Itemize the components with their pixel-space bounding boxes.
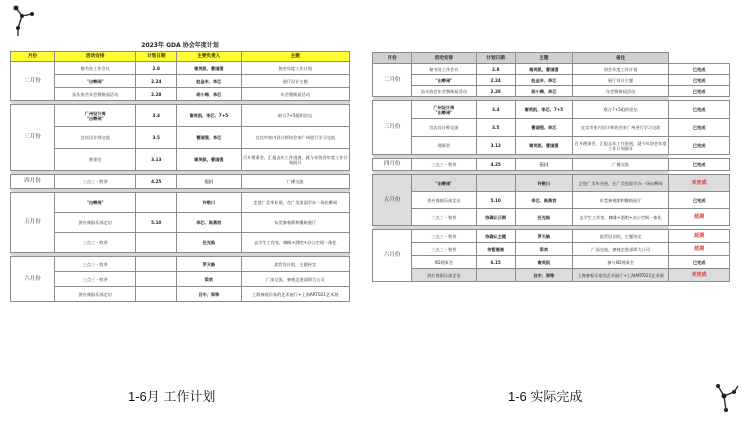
owner-cell: 谢英凯、曹国强 — [177, 149, 241, 171]
owner-cell: 谢英凯、曹国强 — [515, 137, 572, 155]
table-row — [373, 230, 730, 243]
owner-cell: 谢英凯、曹国强 — [177, 62, 241, 75]
date-cell — [136, 287, 177, 302]
table-row — [11, 88, 350, 101]
date-cell — [136, 272, 177, 287]
date-cell: 2.28 — [136, 88, 177, 101]
date-cell: 2.8 — [476, 64, 515, 75]
topic-cell: 去学生工作室，咖啡+酒吧+办公空间一体化 — [241, 233, 350, 253]
activity-cell: 宜宾设计师交流 — [55, 127, 136, 149]
month-cell: 六月份 — [373, 230, 412, 282]
table-row — [11, 287, 350, 302]
topic-cell: 召开理事会，汇报去年工作进展，就今年协会年度工作计划展开 — [572, 137, 668, 155]
owner-cell: 曹国强、李芯 — [515, 119, 572, 137]
header-date: 计划日期 — [136, 52, 177, 62]
topic-cell: 年会暨换届活动 — [572, 86, 668, 97]
date-cell: 4.25 — [136, 175, 177, 189]
table-row — [373, 256, 730, 269]
activity-cell: 三点三・牧茶 — [55, 233, 136, 253]
status-cell: 已完成 — [669, 101, 730, 119]
date-cell: 5.10 — [136, 213, 177, 233]
table-row — [11, 105, 350, 127]
topic-cell: 走进广美毕业展，在广美里面学办一场出嘢闹 — [241, 193, 350, 213]
header-owner: 主题 — [515, 53, 572, 64]
activity-cell: 供应商俱乐部走访 — [55, 213, 136, 233]
date-cell: 2.24 — [476, 75, 515, 86]
topic-cell: 广佛交流 — [241, 175, 350, 189]
caption-actual: 1-6 实际完成 — [508, 389, 583, 404]
activity-cell: 秘书处工作会议 — [412, 64, 476, 75]
activity-cell: 三点三・牧茶 — [412, 243, 476, 256]
activity-cell: 三点三・牧茶 — [55, 257, 136, 272]
status-cell: 已完成 — [669, 86, 730, 97]
table-row — [11, 193, 350, 213]
date-cell: 5.10 — [476, 192, 515, 209]
activity-cell: 秘书处工作会议 — [55, 62, 136, 75]
activity-cell: 理事会 — [55, 149, 136, 171]
topic-cell: 协会年度工作计划 — [572, 64, 668, 75]
status-cell: 已完成 — [669, 64, 730, 75]
activity-cell: 汕头协会年会暨换届活动 — [55, 88, 136, 101]
table-row — [373, 269, 730, 282]
activity-cell: "出嘢闹" — [412, 75, 476, 86]
plan-table — [10, 51, 350, 302]
plan-table-title: 2023年 GDA 协会年度计划 — [141, 42, 219, 49]
status-cell: 已完成 — [669, 159, 730, 171]
owner-cell: 胡小梅、李芯 — [177, 88, 241, 101]
topic-cell: 广深交流，参观走进深圳大公司 — [572, 243, 668, 256]
owner-cell: 石川 — [515, 159, 572, 171]
table-row — [11, 62, 350, 75]
status-cell: 未完成 — [669, 269, 730, 282]
status-cell: 延期 — [669, 243, 730, 256]
date-cell: 3.13 — [476, 137, 515, 155]
owner-cell: 许敬川 — [177, 193, 241, 213]
month-cell: 三月份 — [11, 105, 55, 171]
topic-cell: 上海参观乐家的艺术展厅+上海ART021艺术展 — [572, 269, 668, 282]
owner-cell: 石川 — [177, 175, 241, 189]
topic-cell: 去学生工作室，咖啡+酒吧+办公空间一体化 — [572, 209, 668, 226]
topic-cell: 宜宾市室内设计师协会来广州进行学习交流 — [572, 119, 668, 137]
date-cell: 待确认主题 — [476, 230, 515, 243]
date-cell — [476, 269, 515, 282]
activity-cell: "出嘢闹" — [55, 75, 136, 88]
table-row — [373, 209, 730, 226]
activity-cell: 三点三・牧茶 — [412, 159, 476, 171]
table-row — [373, 64, 730, 75]
date-cell: 3.13 — [136, 149, 177, 171]
month-cell: 四月份 — [11, 175, 55, 189]
table-row — [11, 75, 350, 88]
owner-cell: 谢英凯、李芯、7+5 — [515, 101, 572, 119]
actual-table-panel — [372, 52, 730, 364]
header-owner: 主要负责人 — [177, 52, 241, 62]
activity-cell: "出嘢闹" — [412, 175, 476, 192]
owner-cell: 任光焰 — [515, 209, 572, 226]
owner-cell: 谢英凯 — [515, 256, 572, 269]
topic-cell: 走进广美毕业展，在广美里面学办一场出嘢闹 — [572, 175, 668, 192]
date-cell: 2.8 — [136, 62, 177, 75]
sparkle-icon-top-left — [6, 4, 36, 38]
activity-cell: 三点三・牧茶 — [412, 209, 476, 226]
topic-cell: 参与IID理事会 — [572, 256, 668, 269]
table-row — [11, 149, 350, 171]
table-row — [373, 137, 730, 155]
owner-cell: 赵金米、李芯 — [177, 75, 241, 88]
topic-cell: 展厅设计主题 — [241, 75, 350, 88]
status-cell: 未完成 — [669, 175, 730, 192]
activity-cell: IID理事会 — [412, 256, 476, 269]
topic-cell: 上海参观乐家的艺术展厅+上海ART021艺术展 — [241, 287, 350, 302]
date-cell — [136, 193, 177, 213]
activity-cell: 理事会 — [412, 137, 476, 155]
activity-cell: "出嘢闹" — [55, 193, 136, 213]
owner-cell: 吕中、郑铮 — [177, 287, 241, 302]
date-cell: 3.5 — [136, 127, 177, 149]
date-cell: 3.5 — [476, 119, 515, 137]
date-cell: 2.24 — [136, 75, 177, 88]
status-cell: 已完成 — [669, 75, 730, 86]
header-topic: 备注 — [572, 53, 668, 64]
date-cell: 4.25 — [476, 159, 515, 171]
status-cell: 已完成 — [669, 256, 730, 269]
date-cell: 3.4 — [476, 101, 515, 119]
owner-cell: 梁欢 — [515, 243, 572, 256]
topic-cell: 协会年度工作计划 — [241, 62, 350, 75]
date-cell — [476, 175, 515, 192]
header-activity: 活动安排 — [55, 52, 136, 62]
owner-cell: 吕中、郑铮 — [515, 269, 572, 282]
header-month: 月份 — [373, 53, 412, 64]
owner-cell: 谢英凯、李芯、7+5 — [177, 105, 241, 127]
table-row — [373, 101, 730, 119]
activity-cell: 三点三・牧茶 — [412, 230, 476, 243]
date-cell: 待确认日期 — [476, 209, 515, 226]
topic-cell: 东莞参观朗和继纸展厅 — [241, 213, 350, 233]
month-cell: 二月份 — [373, 64, 412, 97]
month-cell: 三月份 — [373, 101, 412, 155]
status-cell: 延期 — [669, 209, 730, 226]
activity-cell: 广州设计周 "出嘢闹" — [55, 105, 136, 127]
activity-cell: 三点三・牧茶 — [55, 175, 136, 189]
topic-cell: 联合7+5组织论坛 — [572, 101, 668, 119]
topic-cell: 展厅设计主题 — [572, 75, 668, 86]
table-row — [11, 175, 350, 189]
activity-cell: 广州设计周 "出嘢闹" — [412, 101, 476, 119]
table-row — [373, 192, 730, 209]
header-topic: 主题 — [241, 52, 350, 62]
table-row — [11, 213, 350, 233]
topic-cell: 思哲设计院，主题待定 — [241, 257, 350, 272]
topic-cell: 东莞参观朗和继纸展厅 — [572, 192, 668, 209]
month-cell: 五月份 — [373, 175, 412, 226]
topic-cell: 召开理事会，汇报去年工作进展，就今年协会年度工作计划展开 — [241, 149, 350, 171]
caption-plan: 1-6月 工作计划 — [128, 389, 216, 404]
month-cell: 二月份 — [11, 62, 55, 101]
table-row — [11, 272, 350, 287]
header-month: 月份 — [11, 52, 55, 62]
activity-cell: 供应商俱乐部走访 — [55, 287, 136, 302]
month-cell: 六月份 — [11, 257, 55, 302]
topic-cell: 宜宾市室内设计师协会来广州进行学习交流 — [241, 127, 350, 149]
owner-cell: 许敬川 — [515, 175, 572, 192]
owner-cell: 谢英凯、曹国强 — [515, 64, 572, 75]
sparkle-icon-bottom-right — [712, 382, 742, 416]
month-cell: 五月份 — [11, 193, 55, 253]
topic-cell: 年会暨换届活动 — [241, 88, 350, 101]
table-row — [11, 257, 350, 272]
owner-cell: 胡小梅、李芯 — [515, 86, 572, 97]
date-cell — [136, 257, 177, 272]
owner-cell: 任光焰 — [177, 233, 241, 253]
table-row — [373, 119, 730, 137]
topic-cell: 广深交流，参观走进深圳大公司 — [241, 272, 350, 287]
date-cell: 2.28 — [476, 86, 515, 97]
header-activity: 活动安排 — [412, 53, 476, 64]
date-cell: 3.4 — [136, 105, 177, 127]
date-cell: 6.15 — [476, 256, 515, 269]
activity-cell: 供应商俱乐部走访 — [412, 192, 476, 209]
owner-cell: 罗天皓 — [177, 257, 241, 272]
table-row — [373, 175, 730, 192]
activity-cell: 三点三・牧茶 — [55, 272, 136, 287]
owner-cell: 赵金米、李芯 — [515, 75, 572, 86]
table-row — [373, 75, 730, 86]
header-date: 计划日期 — [476, 53, 515, 64]
table-row — [11, 233, 350, 253]
plan-table-panel — [10, 40, 350, 368]
status-cell: 已完成 — [669, 192, 730, 209]
owner-cell: 罗天皓 — [515, 230, 572, 243]
table-row — [373, 159, 730, 171]
activity-cell: 供应商俱乐部走访 — [412, 269, 476, 282]
month-cell: 四月份 — [373, 159, 412, 171]
owner-cell: 李芯、陈燕容 — [515, 192, 572, 209]
topic-cell: 广佛交流 — [572, 159, 668, 171]
table-row — [373, 243, 730, 256]
activity-cell: 汕头协会年会暨换届活动 — [412, 86, 476, 97]
status-cell: 已完成 — [669, 119, 730, 137]
topic-cell: 联合7+5组织论坛 — [241, 105, 350, 127]
date-cell: 待暂缓商 — [476, 243, 515, 256]
owner-cell: 梁欢 — [177, 272, 241, 287]
date-cell — [136, 233, 177, 253]
table-row — [373, 86, 730, 97]
status-cell: 已完成 — [669, 137, 730, 155]
activity-cell: 宜宾设计师交流 — [412, 119, 476, 137]
status-cell: 延期 — [669, 230, 730, 243]
owner-cell: 李芯、陈燕容 — [177, 213, 241, 233]
actual-table — [372, 52, 730, 282]
table-row — [11, 127, 350, 149]
topic-cell: 思哲设计院，主题待定 — [572, 230, 668, 243]
owner-cell: 曹国强、李芯 — [177, 127, 241, 149]
